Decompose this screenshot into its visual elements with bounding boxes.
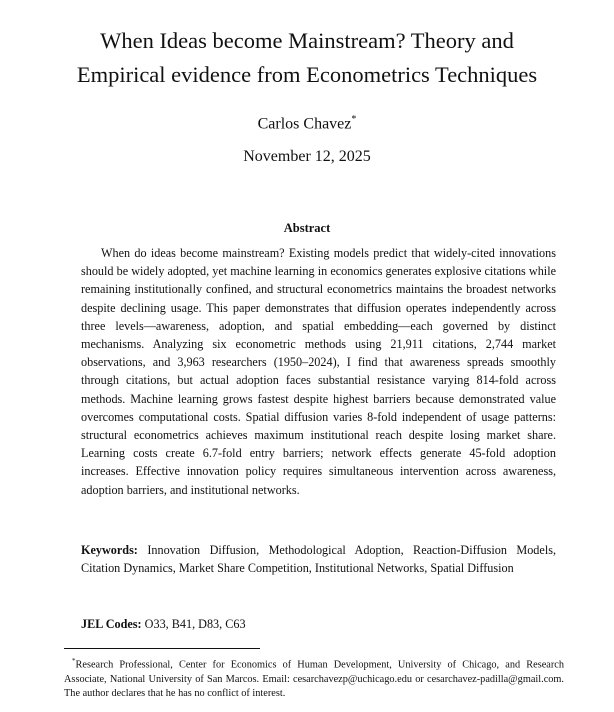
- author-footnote-mark: *: [351, 114, 357, 125]
- abstract-text: When do ideas become mainstream? Existing models predict that widely-cited innovations should be widely adopted, yet machine learning in economics generates explosive citations while remaining institutionally confined, and structural econometrics maintains the broadest networks despite declining usage. This paper demonstrates that diffusion operates independently across three levels—awareness, adoption, and spatial embedding—each governed by distinct mechanisms. Analyzing six econometric methods using 21,911 citations, 2,744 market observations, and 3,963 researchers (1950–2024), I find that awareness spreads smoothly through citations, but actual adoption faces substantial resistance varying 814-fold across methods. Machine learning grows fastest despite highest barriers because demonstrated value overcomes computational costs. Spatial diffusion varies 8-fold independent of usage patterns: structural econometrics achieves maximum institutional reach despite losing market share. Learning costs create 6.7-fold entry barriers; network effects generate 45-fold adoption increases. Effective innovation policy requires simultaneous intervention across awareness, adoption barriers, and institutional networks.: [81, 246, 556, 497]
- jel-label: JEL Codes:: [81, 617, 142, 631]
- keywords-text: Innovation Diffusion, Methodological Adoption, Reaction-Diffusion Models, Citation Dynamics, Market Share Competition, Institutional Networks, Spatial Diffusion: [81, 543, 556, 576]
- jel-codes: [81, 617, 556, 632]
- footnote-rule: [64, 648, 260, 649]
- title-line-1: When Ideas become Mainstream? Theory and: [100, 28, 514, 53]
- abstract-heading: Abstract: [283, 221, 331, 235]
- author-text: Carlos Chavez: [257, 115, 352, 133]
- paper-title: [40, 24, 574, 92]
- author-footnote: [64, 654, 564, 701]
- keywords-label: Keywords:: [81, 543, 138, 557]
- footnote-text: Research Professional, Center for Economics of Human Development, University of Chicago, and Research Associate, National University of San Marcos. Email: cesarchavezp@uchicago.edu or cesarchavez-padilla@gmail.com. The author declares that he has no conflict of interest.: [64, 659, 564, 699]
- paper-date: November 12, 2025: [243, 148, 371, 165]
- jel-text: O33, B41, D83, C63: [144, 617, 246, 631]
- keywords: [81, 541, 556, 577]
- title-line-2: Empirical evidence from Econometrics Techniques: [76, 62, 538, 87]
- author-name: [0, 114, 614, 133]
- footnote-mark: *: [72, 657, 76, 665]
